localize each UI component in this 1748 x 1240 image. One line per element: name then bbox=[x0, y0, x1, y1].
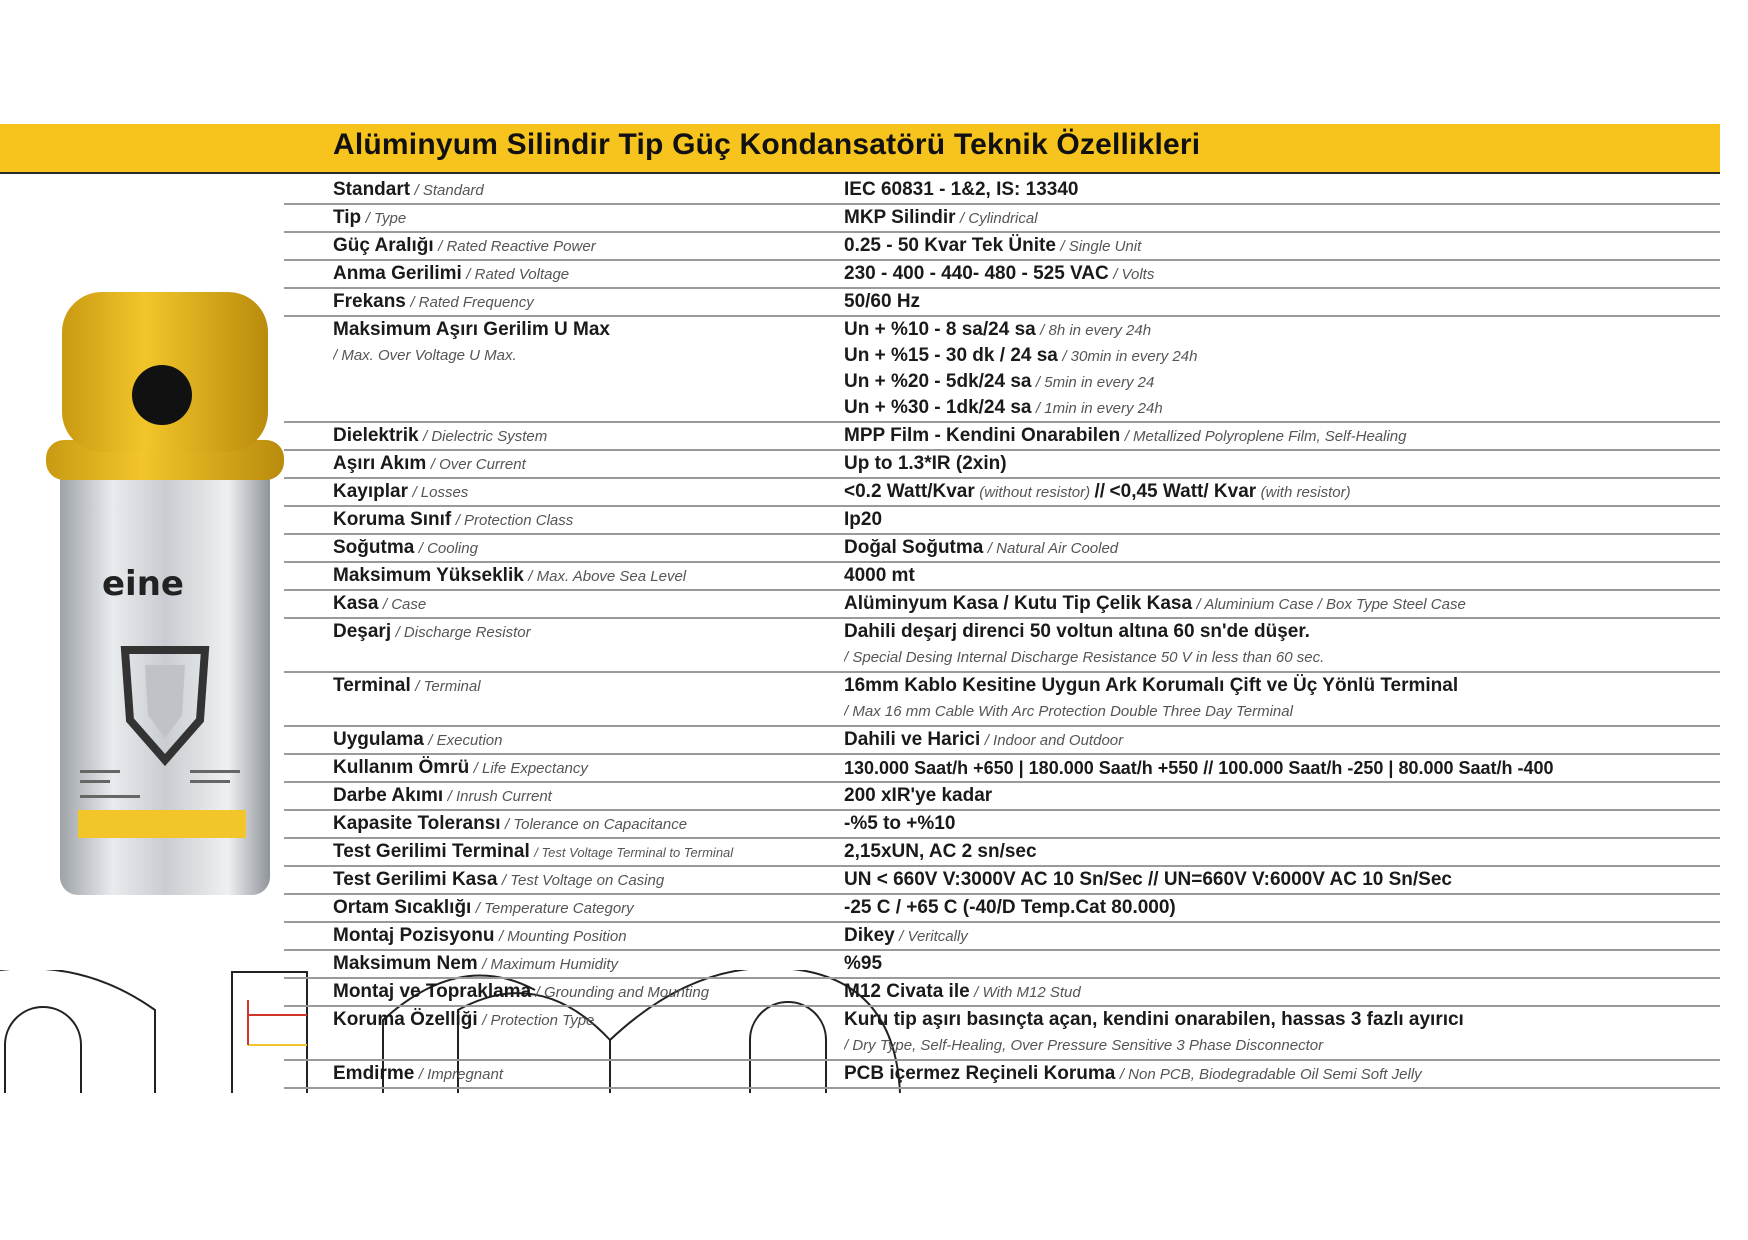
spec-row-test-gerilimi-kasa bbox=[284, 867, 1720, 895]
spec-label: Dielektrik / Dielectric System bbox=[333, 425, 548, 446]
spec-value: IEC 60831 - 1&2, IS: 13340 bbox=[844, 179, 1079, 200]
spec-label: Standart / Standard bbox=[333, 179, 484, 200]
page-title: Alüminyum Silindir Tip Güç Kondansatörü Teknik Özellikleri bbox=[333, 128, 1201, 161]
spec-label: Güç Aralığı / Rated Reactive Power bbox=[333, 235, 596, 256]
spec-value: MKP Silindir / Cylindrical bbox=[844, 207, 1038, 228]
spec-row-max-yukseklik bbox=[284, 563, 1720, 591]
spec-row-anma-gerilimi bbox=[284, 261, 1720, 289]
spec-label: Test Gerilimi Kasa / Test Voltage on Casing bbox=[333, 869, 665, 890]
spec-value: 130.000 Saat/h +650 | 180.000 Saat/h +550 // 100.000 Saat/h -250 | 80.000 Saat/h -400 bbox=[844, 758, 1554, 778]
spec-row-ortam-sicakligi bbox=[284, 895, 1720, 923]
spec-row-test-gerilimi-terminal bbox=[284, 839, 1720, 867]
spec-row-kapasite-toleransi bbox=[284, 811, 1720, 839]
spec-value: Un + %10 - 8 sa/24 sa / 8h in every 24h Un + %15 - 30 dk / 24 sa / 30min in every 24h Un + %20 - 5dk/24 sa / 5min in every 24 Un + %30 - 1dk/24 sa / 1min in every 24h bbox=[844, 319, 1198, 418]
spec-label: Kayıplar / Losses bbox=[333, 481, 469, 502]
spec-label: Aşırı Akım / Over Current bbox=[333, 453, 526, 474]
spec-label: Kasa / Case bbox=[333, 593, 427, 614]
spec-row-kullanim-omru bbox=[284, 755, 1720, 783]
spec-row-terminal bbox=[284, 673, 1720, 727]
spec-row-kayiplar bbox=[284, 479, 1720, 507]
spec-value: 230 - 400 - 440- 480 - 525 VAC / Volts bbox=[844, 263, 1155, 284]
spec-label: Montaj Pozisyonu / Mounting Position bbox=[333, 925, 627, 946]
terminal-hole bbox=[132, 365, 192, 425]
spec-row-asiri-akim bbox=[284, 451, 1720, 479]
spec-row-darbe-akimi bbox=[284, 783, 1720, 811]
spec-row-guc-araligi bbox=[284, 233, 1720, 261]
spec-row-montaj-pozisyonu bbox=[284, 923, 1720, 951]
spec-row-uygulama bbox=[284, 727, 1720, 755]
spec-value: 16mm Kablo Kesitine Uygun Ark Korumalı Çift ve Üç Yönlü Terminal / Max 16 mm Cable With Arc Protection Double Three Day Terminal bbox=[844, 675, 1459, 720]
spec-row-emdirme bbox=[284, 1061, 1720, 1089]
spec-label: Koruma Sınıf / Protection Class bbox=[333, 509, 574, 530]
spec-label: Ortam Sıcaklığı / Temperature Category bbox=[333, 897, 634, 918]
spec-value: MPP Film - Kendini Onarabilen / Metallized Polyroplene Film, Self-Healing bbox=[844, 425, 1407, 446]
spec-table bbox=[284, 177, 1720, 1089]
spec-label: Koruma Özelliği / Protection Type bbox=[333, 1009, 595, 1030]
label-stripe bbox=[78, 810, 246, 838]
spec-label: Emdirme / Impregnant bbox=[333, 1063, 503, 1084]
spec-value: %95 bbox=[844, 953, 883, 974]
spec-label: Uygulama / Execution bbox=[333, 729, 503, 750]
spec-value: Dahili deşarj direnci 50 voltun altına 60 sn'de düşer. / Special Desing Internal Discharge Resistance 50 V in less than 60 sec. bbox=[844, 621, 1325, 666]
spec-value: Doğal Soğutma / Natural Air Cooled bbox=[844, 537, 1119, 558]
capacitor-product-image bbox=[40, 290, 290, 910]
spec-value: Alüminyum Kasa / Kutu Tip Çelik Kasa / Aluminium Case / Box Type Steel Case bbox=[844, 593, 1466, 614]
spec-row-koruma-sinif bbox=[284, 507, 1720, 535]
spec-value: UN < 660V V:3000V AC 10 Sn/Sec // UN=660V V:6000V AC 10 Sn/Sec bbox=[844, 869, 1452, 890]
spec-row-max-over-voltage bbox=[284, 317, 1720, 423]
spec-value: Kuru tip aşırı basınçta açan, kendini onarabilen, hassas 3 fazlı ayırıcı / Dry Type, Self-Healing, Over Pressure Sensitive 3 Phase Disconnector bbox=[844, 1009, 1464, 1054]
spec-label: Test Gerilimi Terminal / Test Voltage Terminal to Terminal bbox=[333, 841, 734, 862]
spec-value: 50/60 Hz bbox=[844, 291, 921, 312]
spec-label: Kapasite Toleransı / Tolerance on Capacitance bbox=[333, 813, 688, 834]
spec-value: PCB içermez Reçineli Koruma / Non PCB, Biodegradable Oil Semi Soft Jelly bbox=[844, 1063, 1422, 1084]
spec-label: Maksimum Nem / Maximum Humidity bbox=[333, 953, 618, 974]
spec-label: Darbe Akımı / Inrush Current bbox=[333, 785, 552, 806]
spec-row-koruma-ozelligi bbox=[284, 1007, 1720, 1061]
brand-logo: eine bbox=[102, 564, 184, 604]
spec-row-standart bbox=[284, 177, 1720, 205]
spec-value: Ip20 bbox=[844, 509, 883, 530]
spec-value: -25 C / +65 C (-40/D Temp.Cat 80.000) bbox=[844, 897, 1176, 918]
spec-value: Dikey / Veritcally bbox=[844, 925, 968, 946]
spec-value: Up to 1.3*IR (2xin) bbox=[844, 453, 1007, 474]
spec-label: Deşarj / Discharge Resistor bbox=[333, 621, 531, 642]
spec-label: Maksimum Aşırı Gerilim U Max / Max. Over Voltage U Max. bbox=[333, 319, 611, 364]
spec-value: M12 Civata ile / With M12 Stud bbox=[844, 981, 1081, 1002]
spec-row-tip bbox=[284, 205, 1720, 233]
spec-label: Terminal / Terminal bbox=[333, 675, 481, 696]
spec-row-kasa bbox=[284, 591, 1720, 619]
spec-value: 4000 mt bbox=[844, 565, 915, 586]
spec-label: Tip / Type bbox=[333, 207, 407, 228]
spec-label: Maksimum Yükseklik / Max. Above Sea Level bbox=[333, 565, 687, 586]
spec-label: Anma Gerilimi / Rated Voltage bbox=[333, 263, 570, 284]
spec-row-sogutma bbox=[284, 535, 1720, 563]
spec-value: 2,15xUN, AC 2 sn/sec bbox=[844, 841, 1037, 862]
title-band bbox=[0, 124, 1720, 174]
spec-label: Soğutma / Cooling bbox=[333, 537, 478, 558]
spec-value: 0.25 - 50 Kvar Tek Ünite / Single Unit bbox=[844, 235, 1142, 256]
spec-value: Dahili ve Harici / Indoor and Outdoor bbox=[844, 729, 1124, 750]
spec-label: Kullanım Ömrü / Life Expectancy bbox=[333, 757, 588, 778]
spec-label: Frekans / Rated Frequency bbox=[333, 291, 534, 312]
spec-label: Montaj ve Topraklama / Grounding and Mounting bbox=[333, 981, 710, 1002]
spec-row-montaj-topraklama bbox=[284, 979, 1720, 1007]
spec-row-desarj bbox=[284, 619, 1720, 673]
spec-value: <0.2 Watt/Kvar (without resistor) // <0,45 Watt/ Kvar (with resistor) bbox=[844, 481, 1351, 502]
spec-value: 200 xIR'ye kadar bbox=[844, 785, 993, 806]
spec-value: -%5 to +%10 bbox=[844, 813, 956, 834]
spec-row-dielektrik bbox=[284, 423, 1720, 451]
spec-row-maksimum-nem bbox=[284, 951, 1720, 979]
spec-row-frekans bbox=[284, 289, 1720, 317]
